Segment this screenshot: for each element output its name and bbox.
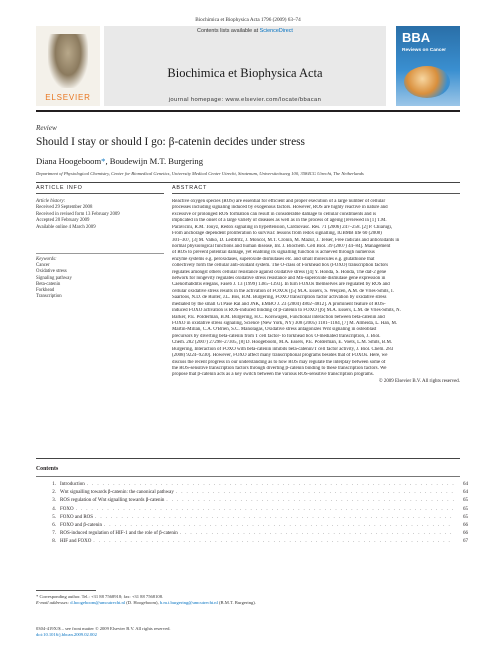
history-label: Article history:	[36, 199, 66, 204]
homepage-url-link[interactable]: www.elsevier.com/locate/bbacan	[225, 97, 322, 103]
elsevier-wordmark: ELSEVIER	[45, 93, 91, 102]
correspondence-line: * Corresponding author. Tel.: +31 88 7568918; fax: +31 88 7568108.	[36, 594, 164, 599]
toc-leader	[76, 507, 454, 512]
toc-entry[interactable]	[36, 515, 468, 523]
abstract-line: precursors by diverting beta-catenin from T cell factor- to forkhead box O-mediated transcription, J. Biol.	[172, 333, 381, 339]
toc-entry[interactable]	[36, 523, 468, 531]
toc-title: Wnt signalling towards β-catenin: the canonical pathway	[60, 490, 174, 496]
abstract-line: mediated by the small GTPase Ral and JNK, EMBO J. 23 (2004) 4802–4812]. A prominent feature of ROS-	[172, 301, 386, 307]
toc-title: FOXO and ROS	[60, 514, 94, 520]
email-name: (D. Hoogeboom),	[125, 600, 160, 606]
abstract-line: 301–307, [3] M. Valko, D. Leibfritz, J. Moncol, M.T. Cronin, M. Mazur, J. Telser, Free radicals and antioxidants in	[172, 237, 400, 243]
corresponding-author-marker[interactable]: *	[101, 156, 106, 166]
divider	[172, 193, 460, 194]
toc-entry[interactable]	[36, 490, 468, 498]
abstract-line: normal physiological functions and human disease, Int. J. Biochem. Cell Biol. 39 (2007) 44–84]. Management	[172, 243, 391, 249]
toc-number: 3.	[52, 498, 56, 504]
footnote-rule	[36, 590, 96, 591]
toc-leader	[95, 515, 454, 520]
toc-page: 67	[463, 539, 468, 545]
keyword: Forkhead	[36, 288, 55, 294]
toc-entry[interactable]	[36, 498, 468, 506]
toc-number: 8.	[52, 539, 56, 545]
toc-number: 1.	[52, 482, 56, 487]
cover-logo: BBA	[402, 30, 431, 45]
divider	[36, 253, 164, 254]
keywords-block	[36, 257, 164, 300]
elsevier-tree-icon	[48, 34, 88, 88]
imprint-block	[36, 626, 460, 638]
keyword: Beta-catenin	[36, 281, 61, 287]
toc-page: 64	[463, 482, 468, 487]
abstract-line: regulates amongst others cellular resistance against oxidative stress ([4] Y. Honda, S. Honda, The daf-2 gene	[172, 269, 387, 275]
abstract-line: network for longevity regulates oxidative stress resistance and Mn-superoxide dismutase gene expression in	[172, 276, 386, 282]
author-rest[interactable]: , Boudewijn M.T. Burgering	[105, 156, 204, 166]
running-head: Biochimica et Biophysica Acta 1796 (2009) 63–74	[195, 17, 301, 23]
toc-title: HIF and FOXO	[60, 539, 92, 545]
toc-entry[interactable]	[36, 482, 468, 490]
abstract-line: the ROS-sensitive transcription factors through diverting β-catenin binding to these transcription factors. We	[172, 365, 387, 371]
toc-page: 64	[463, 490, 468, 496]
abstract-line: Martin-Millan, C.A. O'Brien, S.C. Manolagas, Oxidative stress antagonizes Wnt signaling in osteoblast	[172, 327, 377, 333]
toc-leader	[176, 490, 454, 495]
history-item: Received in revised form 13 February 2009	[36, 211, 120, 217]
abstract-line: Chem. 282 (2007) 27298–27305, [8] D. Hoogeboom, M.A. Essers, P.E. Polderman, E. Voets, L.M. Smits, B.M.	[172, 340, 393, 346]
toc-leader	[166, 498, 454, 503]
abstract-line: Barker, P.E. Polderman, B.M. Burgering, H.C. Korswagen, Functional interaction between beta-catenin and	[172, 314, 385, 320]
article-info-heading: ARTICLE INFO	[36, 185, 83, 191]
masthead-banner	[104, 26, 386, 106]
masthead-rule	[36, 110, 460, 112]
abstract-line: implicated in the onset of a large variety of diseases as well as in the process of ageing [reviewed in [1] T.M.	[172, 218, 387, 224]
elsevier-logo[interactable]	[36, 26, 100, 106]
divider	[36, 182, 460, 183]
author-first[interactable]: Diana Hoogeboom	[36, 156, 102, 166]
contents-available-line	[104, 28, 386, 34]
toc-leader	[180, 531, 454, 536]
abstract-line: discuss the recent progress in our understanding as to how ROS may regulate the interplay between some of	[172, 359, 386, 365]
sciencedirect-link[interactable]: ScienceDirect	[259, 28, 293, 34]
abstract-line: enzyme systems e.g. peroxidases, superoxide dismutases etc. and small molecules e.g. glutathione that	[172, 256, 375, 262]
abstract-line: Burgering, Interaction of FOXO with beta-catenin inhibits beta-catenin/T cell factor activity, J. Biol. Chem. 283	[172, 346, 394, 352]
divider	[36, 458, 460, 459]
cover-subtitle: Reviews on Cancer	[402, 48, 446, 53]
email-name: (B.M.T. Burgering).	[217, 600, 256, 606]
homepage-prefix: journal homepage:	[168, 97, 226, 103]
email-link-burgering[interactable]: b.m.t.burgering@umcutrecht.nl	[159, 600, 218, 606]
toc-title: FOXO and β-catenin	[60, 522, 102, 528]
divider	[36, 476, 460, 477]
abstract-line: of ROS to prevent potential damage, yet enabling its signalling function is achieved through numerous	[172, 250, 375, 256]
toc-page: 65	[463, 498, 468, 504]
history-item: Accepted 20 February 2009	[36, 218, 90, 224]
abstract-line: Reactive oxygen species (ROS) are essential for efficient and proper execution of a large number of cellular	[172, 199, 386, 204]
toc-page: 66	[463, 522, 468, 528]
correspondence-footnote	[36, 594, 460, 606]
toc-page: 66	[463, 531, 468, 537]
article-section-label: Review	[36, 124, 57, 132]
abstract-line: processes including signaling induced by exogenous factors. However, ROS are highly reactive in nature and	[172, 205, 388, 211]
toc-title: FOXO	[60, 506, 74, 512]
toc-leader	[104, 523, 454, 528]
abstract-line: cellular oxidative stress results in the activation of FOXOs ([5] M.A. Essers, S. Weijzen, A.M. de Vries-Smits, I.	[172, 288, 394, 294]
email-line	[36, 600, 460, 606]
cover-cell-image	[404, 66, 450, 98]
keyword: Cancer	[36, 263, 50, 269]
keyword: Signaling pathway	[36, 275, 72, 281]
toc-leader	[87, 482, 454, 487]
keyword: Transcription	[36, 294, 62, 300]
abstract-line: collectively form the cellular anti-oxidant system. The O-class of Forkhead box (FOXO) transcription factors	[172, 263, 389, 269]
toc-entry[interactable]	[36, 531, 468, 539]
author-affiliation: Department of Physiological Chemistry, Center for Biomedical Genetics, University Medical Center Utrecht, Stratenum, Universiteitsweg 100, 3584CG Utrecht, The Netherlands	[36, 171, 364, 176]
divider	[36, 193, 164, 194]
issn-line: 0304-419X/$ – see front matter © 2009 Elsevier B.V. All rights reserved.	[36, 626, 171, 631]
journal-homepage-line	[104, 97, 386, 103]
journal-cover-thumbnail[interactable]	[396, 26, 460, 106]
article-title: Should I stay or should I go: β-catenin decides under stress	[36, 136, 305, 148]
history-item: Available online 4 March 2009	[36, 224, 96, 230]
doi-link[interactable]: doi:10.1016/j.bbcan.2009.02.002	[36, 632, 97, 638]
abstract-line: Caenorhabditis elegans, Faseb J. 13 (1999) 1385–1393]. In turn FOXOs themselves are regulated by ROS and	[172, 282, 390, 288]
history-item: Received 29 September 2008	[36, 205, 93, 211]
copyright-notice: © 2009 Elsevier B.V. All rights reserved.	[378, 378, 460, 384]
abstract-line: excessive or prolonged ROS formation can result in considerable damage to cellular constituents and is	[172, 211, 377, 217]
abstract-line: induced FOXO activation is ROS-induced binding of β-catenin to FOXO ([6] M.A. Essers, L.M. de Vries-Smits, N.	[172, 308, 401, 314]
abstract-line: From anchorage dependent proliferation to survival: lessons from redox signalling, IUBMB life 60 (2008)	[172, 231, 382, 237]
abstract-line: Paravicini, R.M. Touyz, Redox signaling in hypertension, Cardiovasc. Res. 71 (2006) 247–258. [2] P. Chiarugi,	[172, 224, 393, 230]
author-list	[36, 156, 203, 166]
toc-page: 65	[463, 506, 468, 512]
abstract-line: Saarloos, N.D. de Ruiter, J.L. Bos, B.M. Burgering, FOXO transcription factor activation by oxidative stress	[172, 295, 387, 301]
toc-leader	[93, 539, 454, 544]
email-link-hoogeboom[interactable]: d.hoogeboom@umcutrecht.nl	[70, 600, 126, 606]
toc-title: ROS-induced regulation of HIF-1 and the role of β-catenin	[60, 531, 178, 537]
keyword: Oxidative stress	[36, 269, 67, 275]
toc-number: 2.	[52, 490, 56, 496]
toc-number: 6.	[52, 522, 56, 528]
toc-entry[interactable]	[36, 507, 468, 515]
toc-number: 5.	[52, 514, 56, 520]
abstract-heading: ABSTRACT	[172, 185, 208, 191]
email-label: E-mail addresses:	[36, 600, 71, 606]
toc-entry[interactable]	[36, 539, 468, 547]
contents-heading: Contents	[36, 466, 59, 472]
toc-page: 65	[463, 514, 468, 520]
journal-masthead	[36, 26, 460, 112]
abstract-line: (2008) 9224–9230]. However, FOXO affect many transcriptional programs besides that of FOXOs. Here, we	[172, 353, 388, 359]
abstract-line: propose that β-catenin acts as a key switch between the various ROS-sensitive transcription programs.	[172, 372, 374, 378]
keywords-label: Keywords:	[36, 257, 57, 262]
abstract-line: FOXO in oxidative stress signaling, Science (New York, NY) 308 (2005) 1181–1184, [7] M. Almeida, L. Han, M.	[172, 321, 398, 327]
toc-number: 4.	[52, 506, 56, 512]
contents-prefix: Contents lists available at	[197, 28, 260, 34]
abstract-body	[172, 199, 460, 385]
toc-number: 7.	[52, 531, 56, 537]
article-history	[36, 199, 164, 231]
table-of-contents	[36, 482, 468, 548]
toc-title: Introduction	[60, 482, 85, 487]
toc-title: ROS regulation of Wnt signalling towards β-catenin	[60, 498, 165, 504]
journal-title: Biochimica et Biophysica Acta	[167, 66, 323, 80]
